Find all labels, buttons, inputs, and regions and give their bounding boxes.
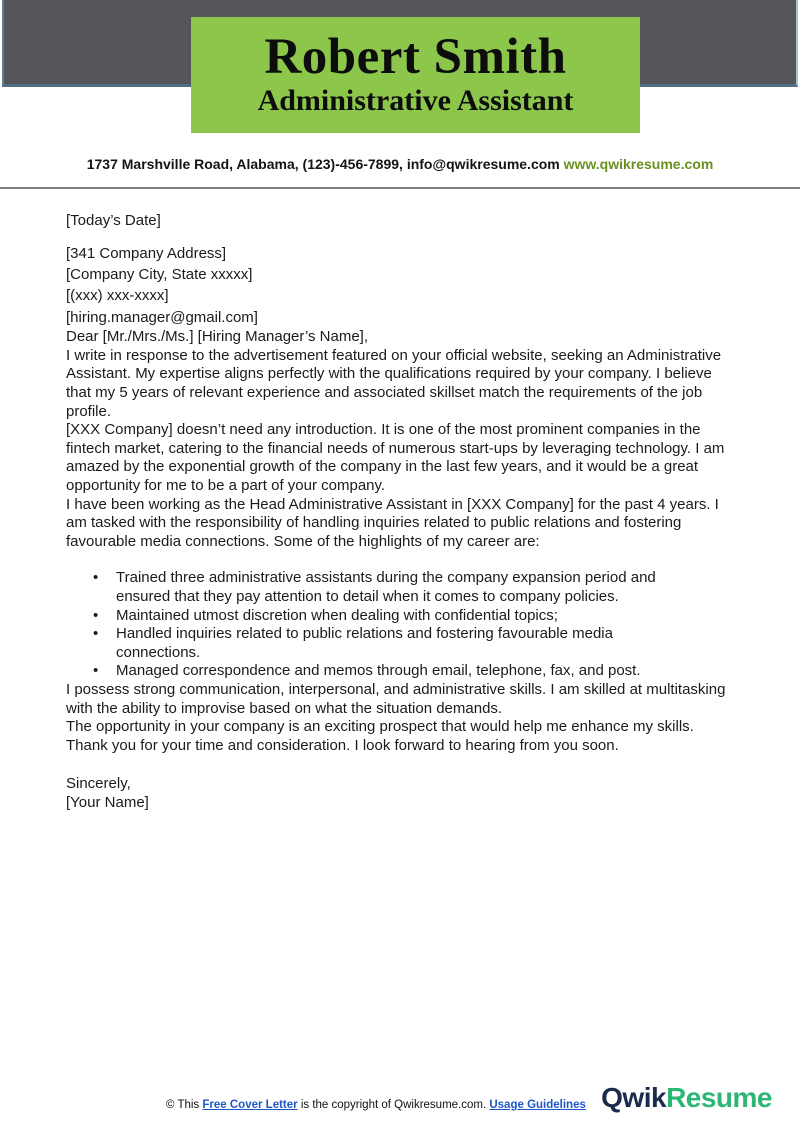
bullet-item — [93, 625, 692, 662]
bullet-item — [93, 569, 692, 606]
recipient-phone-line: [(xxx) xxx-xxxx] — [66, 287, 169, 305]
bullet-icon — [93, 607, 116, 626]
contact-line — [0, 156, 800, 172]
logo-qwik-text: Qwik — [601, 1082, 667, 1113]
copyright-middle: is the copyright of Qwikresume.com. — [297, 1099, 490, 1111]
name-plate — [191, 17, 640, 133]
recipient-block — [66, 243, 736, 329]
header-divider — [0, 187, 800, 189]
bullet-text: Managed correspondence and memos through email, telephone, fax, and post. — [116, 662, 641, 680]
logo-resume-text: Resume — [666, 1082, 772, 1113]
bullet-item — [93, 607, 692, 626]
signature-placeholder: [Your Name] — [66, 794, 149, 812]
bullet-icon — [93, 662, 116, 681]
paragraph-intro: I write in response to the advertisement featured on your official website, seeking an Administrative Assistant. My expertise aligns perfectly with the qualifications required by your company. I believe that my 5 years of relevant experience and associated skillset match the requirements of the job profile. — [66, 346, 722, 420]
salutation: Dear [Mr./Mrs./Ms.] [Hiring Manager’s Name], — [66, 328, 369, 346]
copyright-prefix: © This — [166, 1099, 203, 1111]
recipient-email-line: [hiring.manager@gmail.com] — [66, 308, 258, 326]
person-name: Robert Smith — [264, 29, 567, 86]
usage-guidelines-link[interactable]: Usage Guidelines — [489, 1099, 586, 1111]
paragraph-thanks: The opportunity in your company is an exciting prospect that would help me enhance my skills. Thank you for your time and consideration. I look forward to hearing from you soon. — [66, 718, 694, 754]
recipient-city-line: [Company City, State xxxxx] — [66, 266, 253, 283]
recipient-address-line: [341 Company Address] — [66, 244, 227, 262]
letter-body — [66, 212, 736, 813]
footer-copyright — [166, 1099, 586, 1111]
bullet-text: Trained three administrative assistants during the company expansion period and ensured that they pay attention to detail when it comes to company policies. — [116, 569, 656, 605]
paragraph-experience: I have been working as the Head Administrative Assistant in [XXX Company] for the past 4 years. I am tasked with the responsibility of handling inquiries related to public relations and fostering favourable media connections. Some of the highlights of my career are: — [66, 495, 719, 550]
bullet-text: Handled inquiries related to public relations and fostering favourable media connections. — [116, 625, 613, 661]
website-link[interactable]: www.qwikresume.com — [563, 156, 714, 172]
bullet-icon — [93, 569, 116, 606]
bullet-text: Maintained utmost discretion when dealing with confidential topics; — [116, 606, 558, 624]
contact-text: 1737 Marshville Road, Alabama, (123)-456-7899, info@qwikresume.com — [86, 156, 560, 172]
paragraph-skills: I possess strong communication, interpersonal, and administrative skills. I am skilled at multitasking with the ability to improvise based on what the situation demands. — [66, 680, 726, 717]
closing-block — [66, 774, 736, 812]
paragraph-company: [XXX Company] doesn’t need any introduction. It is one of the most prominent companies in the fintech market, catering to the financial needs of numerous start-ups by leveraging technology. I am amazed by the exponential growth of the company in the last few years, and it would be a great opportunity for me to be a part of your company. — [66, 421, 725, 494]
bullet-icon — [93, 625, 116, 662]
date-placeholder: [Today’s Date] — [66, 212, 161, 229]
person-title: Administrative Assistant — [257, 84, 574, 118]
highlights-list — [93, 569, 692, 681]
free-cover-letter-link[interactable]: Free Cover Letter — [202, 1099, 298, 1111]
bullet-item — [93, 662, 692, 681]
closing-salute: Sincerely, — [66, 775, 131, 793]
qwikresume-logo[interactable] — [601, 1082, 772, 1114]
